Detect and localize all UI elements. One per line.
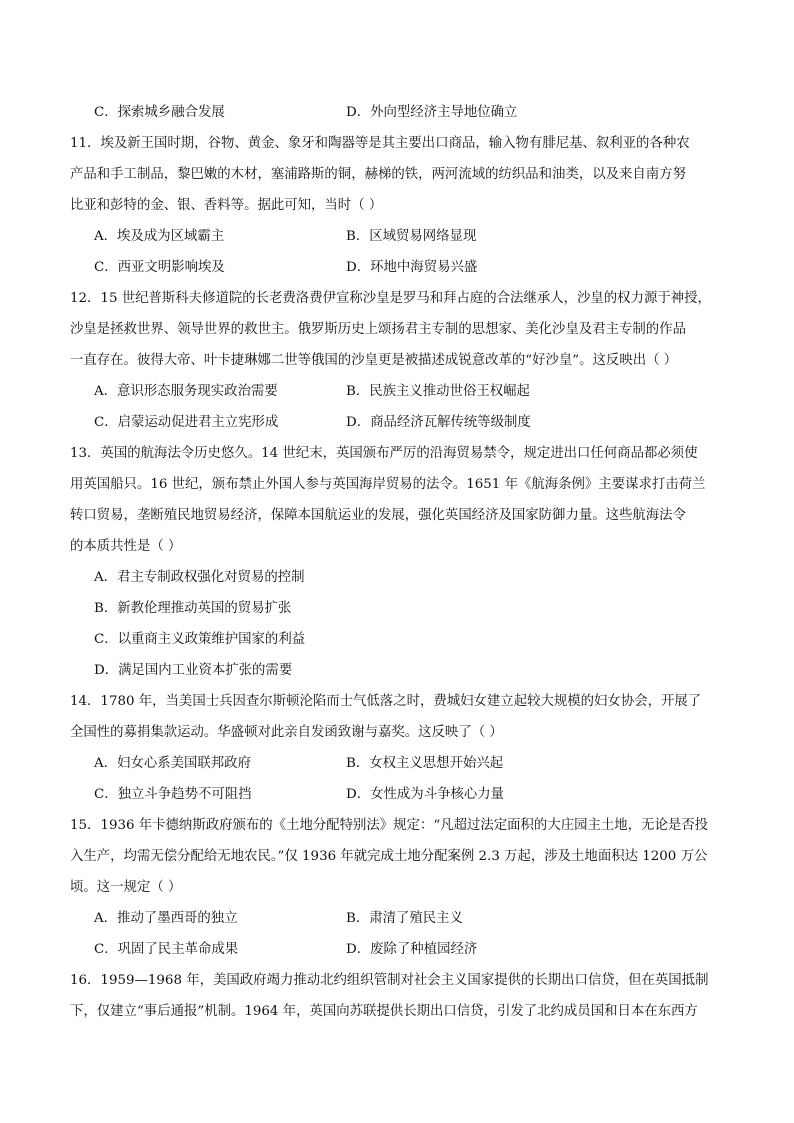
q11-option-c[interactable]: C．西亚文明影响埃及 [94,260,225,275]
q13-stem-line: 转口贸易，垄断殖民地贸易经济，保障本国航运业的发展，强化英国经济及国家防御力量。这些航海法令 [70,508,686,523]
q16-stem-line: 16．1959—1968 年，美国政府竭力推动北约组织管制对社会主义国家提供的长期出口信贷，但在英国抵制 [70,973,709,988]
q14-option-a[interactable]: A．妇女心系美国联邦政府 [94,756,251,771]
q12-option-b[interactable]: B．民族主义推动世俗王权崛起 [346,384,530,399]
q16-stem-line: 下，仅建立“事后通报”机制。1964 年，英国向苏联提供长期出口信贷，引发了北约成员国和日本在东西方 [70,1004,698,1019]
q12-stem-line: 12．15 世纪普斯科夫修道院的长老费洛费伊宣称沙皇是罗马和拜占庭的合法继承人，沙皇的权力源于神授， [70,291,711,306]
q13-option-c[interactable]: C．以重商主义政策维护国家的利益 [94,632,306,647]
q10-option-c[interactable]: C．探索城乡融合发展 [94,105,225,120]
q12-stem-line: 一直存在。彼得大帝、叶卡捷琳娜二世等俄国的沙皇更是被描述成锐意改革的“好沙皇”。这反映出（ ） [70,353,678,368]
q12-option-a[interactable]: A．意识形态服务现实政治需要 [94,384,278,399]
q15-option-a[interactable]: A．推动了墨西哥的独立 [94,911,238,926]
q13-option-b[interactable]: B．新教伦理推动英国的贸易扩张 [94,601,292,616]
q11-stem-line: 11．埃及新王国时期，谷物、黄金、象牙和陶器等是其主要出口商品，输入物有腓尼基、叙利亚的各种农 [70,136,690,151]
q14-stem-line: 全国性的募捐集款运动。华盛顿对此亲自发函致谢与嘉奖。这反映了（ ） [70,725,503,740]
q15-option-b[interactable]: B．肃清了殖民主义 [346,911,463,926]
q15-stem-line: 15．1936 年卡德纳斯政府颁布的《土地分配特别法》规定：“凡超过法定面积的大庄园主土地，无论是否投 [70,818,709,833]
q13-stem-line: 的本质共性是（ ） [70,539,182,554]
q14-option-d[interactable]: D．女性成为斗争核心力量 [346,787,505,802]
q10-option-d[interactable]: D．外向型经济主导地位确立 [346,105,518,120]
q11-option-a[interactable]: A．埃及成为区域霸主 [94,229,225,244]
q13-stem-line: 13．英国的航海法令历史悠久。14 世纪末，英国颁布严厉的沿海贸易禁令，规定进出口任何商品都必须使 [70,446,698,461]
q12-option-c[interactable]: C．启蒙运动促进君主立宪形成 [94,415,279,430]
q13-stem-line: 用英国船只。16 世纪，颁布禁止外国人参与英国海岸贸易的法令。1651 年《航海条例》主要谋求打击荷兰 [70,477,706,492]
q11-stem-line: 比亚和彭特的金、银、香料等。据此可知，当时（ ） [70,198,383,213]
q14-option-b[interactable]: B．女权主义思想开始兴起 [346,756,504,771]
q15-stem-line: 入生产，均需无偿分配给无地农民。”仅 1936 年就完成土地分配案例 2.3 万起，涉及土地面积达 1200 万公 [70,849,708,864]
q15-option-d[interactable]: D．废除了种植园经济 [346,942,478,957]
q13-option-a[interactable]: A．君主专制政权强化对贸易的控制 [94,570,305,585]
q13-option-d[interactable]: D．满足国内工业资本扩张的需要 [94,663,293,678]
q11-option-d[interactable]: D．环地中海贸易兴盛 [346,260,478,275]
q14-stem-line: 14．1780 年，当美国士兵因查尔斯顿沦陷而士气低落之时，费城妇女建立起较大规模的妇女协会，开展了 [70,694,702,709]
q15-stem-line: 顷。这一规定（ ） [70,880,182,895]
q14-option-c[interactable]: C．独立斗争趋势不可阻挡 [94,787,252,802]
q12-stem-line: 沙皇是拯救世界、领导世界的救世主。俄罗斯历史上颂扬君主专制的思想家、美化沙皇及君主专制的作品 [70,322,686,337]
q15-option-c[interactable]: C．巩固了民主革命成果 [94,942,239,957]
q11-option-b[interactable]: B．区域贸易网络显现 [346,229,477,244]
q12-option-d[interactable]: D．商品经济瓦解传统等级制度 [346,415,531,430]
q11-stem-line: 产品和手工制品，黎巴嫩的木材，塞浦路斯的铜，赫梯的铁，两河流域的纺织品和油类，以及来自南方努 [70,167,686,182]
